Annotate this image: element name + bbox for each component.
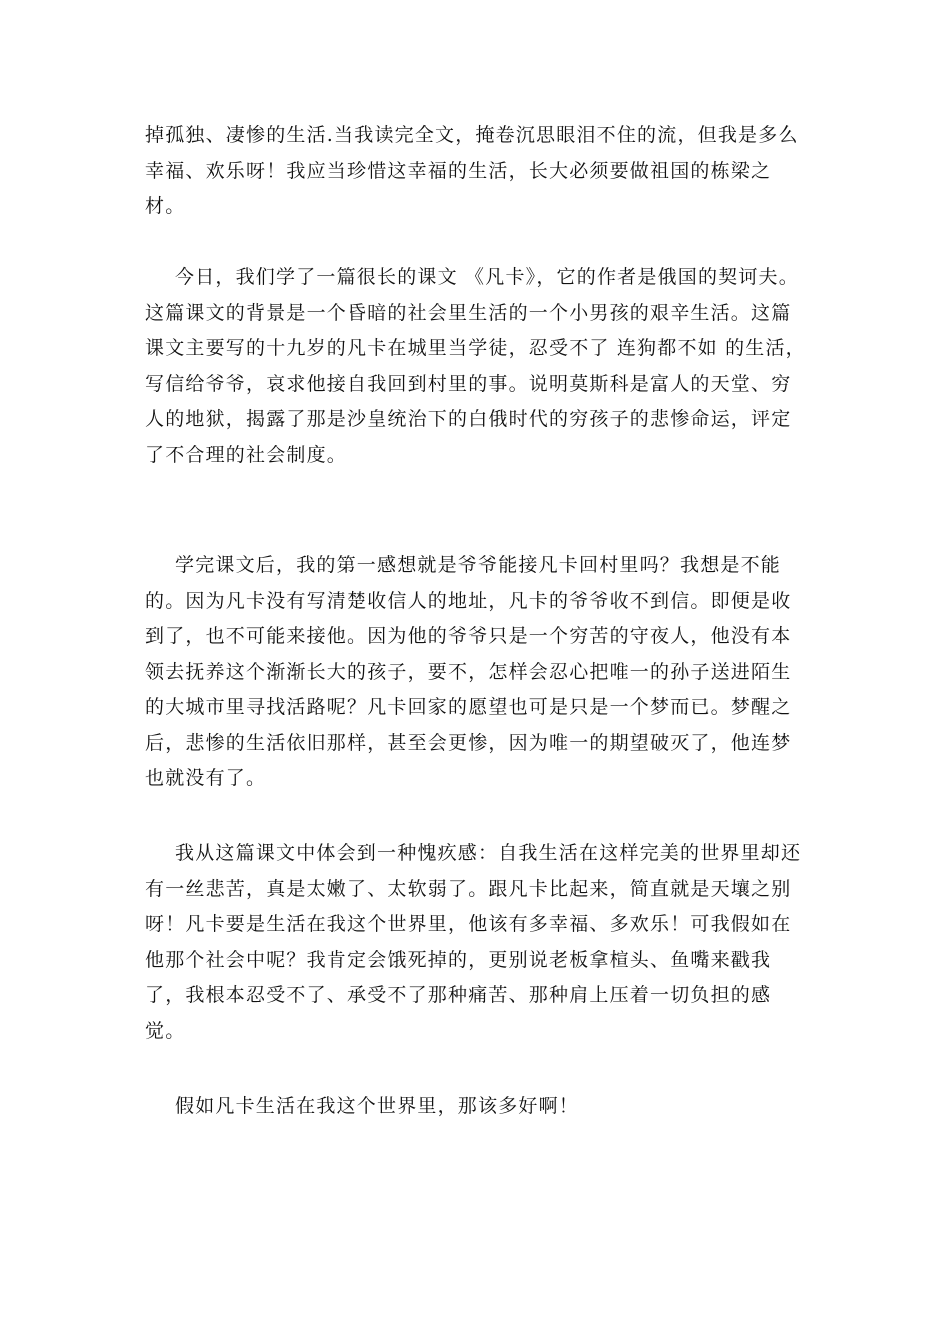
paragraph-introduction: 今日，我们学了一篇很长的课文 《凡卡》，它的作者是俄国的契诃夫。这篇课文的背景是一个昏暗的社会里生活的一个小男孩的艰辛生活。这篇课文主要写的十九岁的凡卡在城里当学徒，忍受不了 连狗都不如 的生活，写信给爷爷，哀求他接自我回到村里的事。说明莫斯科是富人的天堂、穷人的地狱，揭露了那是沙皇统治下的白俄时代的穷孩子的悲惨命运，评定了不合理的社会制度。	[145, 266, 806, 466]
paragraph-conclusion: 假如凡卡生活在我这个世界里，那该多好啊！	[175, 1095, 580, 1117]
paragraph-feeling: 我从这篇课文中体会到一种愧疚感：自我生活在这样完美的世界里却还有一丝悲苦，真是太嫩了、太软弱了。跟凡卡比起来，简直就是天壤之别呀！凡卡要是生活在我这个世界里，他该有多幸福、多欢乐！可我假如在他那个社会中呢？我肯定会饿死掉的，更别说老板拿楦头、鱼嘴来戳我了，我根本忍受不了、承受不了那种痛苦、那种肩上压着一切负担的感觉。	[145, 842, 802, 1042]
paragraph-continuation: 掉孤独、凄惨的生活.当我读完全文，掩卷沉思眼泪不住的流，但我是多么幸福、欢乐呀！我应当珍惜这幸福的生活，长大必须要做祖国的栋梁之材。	[145, 124, 799, 217]
paragraph-reflection: 学完课文后，我的第一感想就是爷爷能接凡卡回村里吗？我想是不能的。因为凡卡没有写清楚收信人的地址，凡卡的爷爷收不到信。即便是收到了，也不可能来接他。因为他的爷爷只是一个穷苦的守夜人，他没有本领去抚养这个渐渐长大的孩子，要不，怎样会忍心把唯一的孙子送进陌生的大城市里寻找活路呢？凡卡回家的愿望也可是只是一个梦而已。梦醒之后，悲惨的生活依旧那样，甚至会更惨，因为唯一的期望破灭了，他连梦也就没有了。	[145, 554, 792, 789]
